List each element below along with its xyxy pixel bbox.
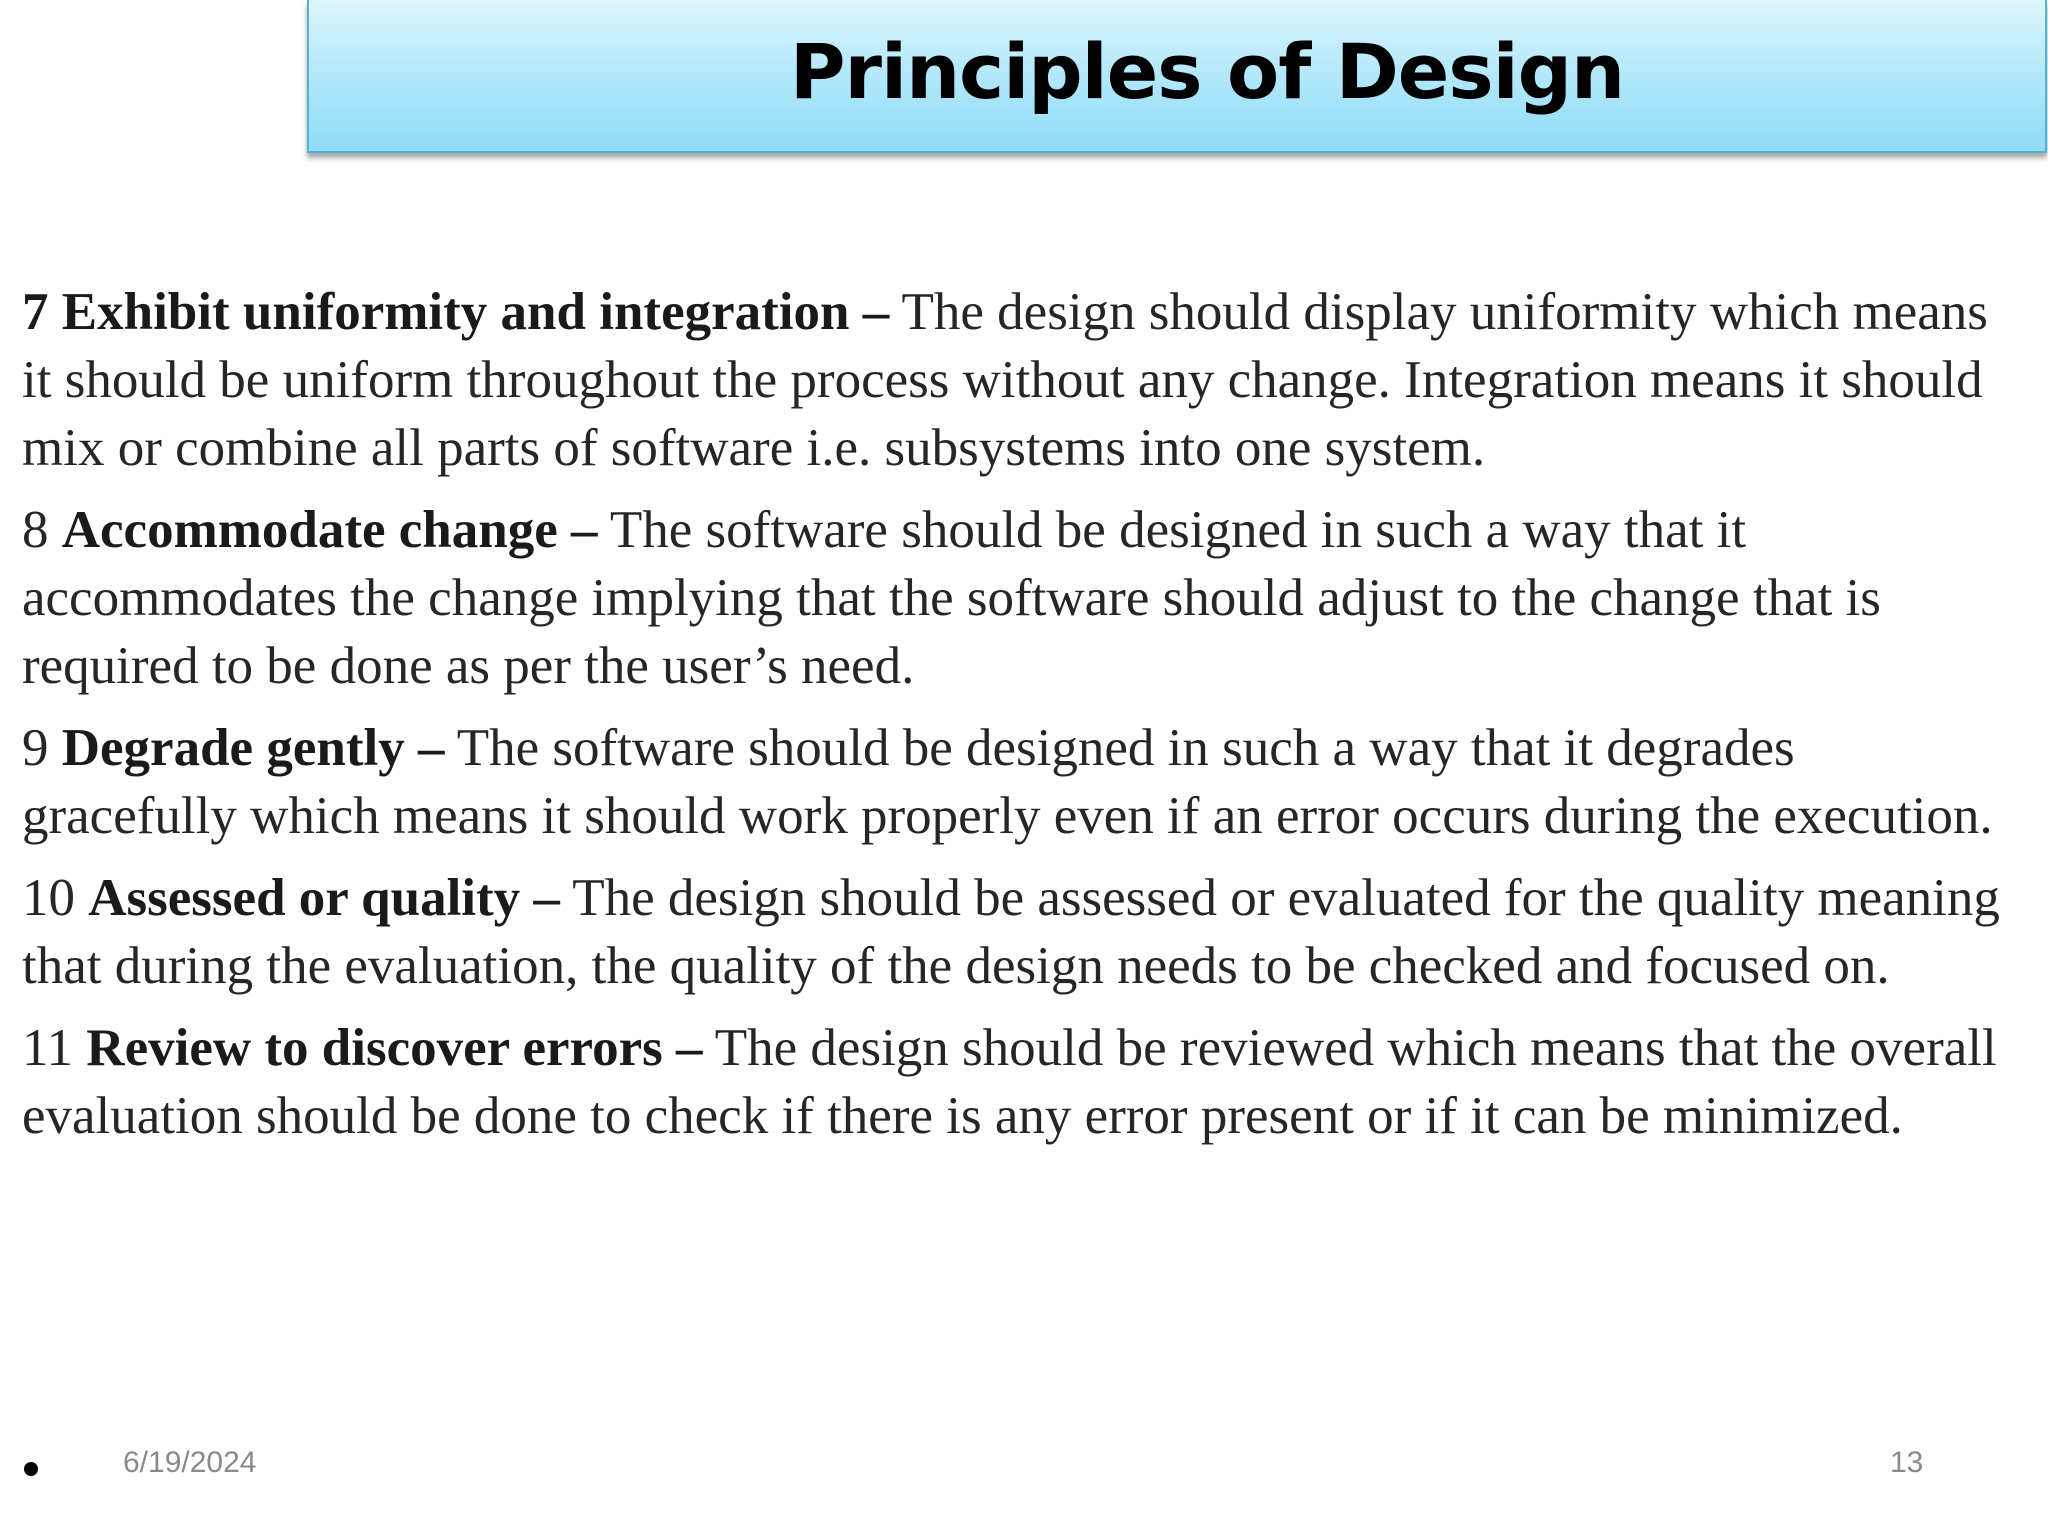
principle-item-9 [22, 714, 2022, 850]
principle-number: 7 [22, 283, 49, 341]
principle-heading: Degrade gently [61, 719, 405, 777]
principle-text: The design should display uniformity which means it should be uniform throughout the process without any change. Integration means it should mix or combine all parts of software i.e. subsystems into one system. [22, 283, 1988, 477]
principle-number: 8 [22, 501, 49, 559]
principle-number: 10 [22, 869, 75, 927]
principle-heading: Exhibit uniformity and integration [61, 283, 850, 341]
principle-item-7 [22, 278, 2022, 482]
principle-number: 11 [22, 1019, 74, 1077]
slide-page-number: 13 [1890, 1446, 1924, 1479]
principle-heading: Accommodate change [61, 501, 558, 559]
principle-heading: Assessed or quality [88, 869, 521, 927]
principle-dash: – [862, 283, 890, 341]
principle-dash: – [571, 501, 598, 559]
principle-item-8 [22, 496, 2022, 700]
principle-number: 9 [22, 719, 49, 777]
principle-item-10 [22, 864, 2022, 1000]
principle-text: The software should be designed in such a way that it degrades gracefully which means it should work properly even if an error occurs during the execution. [22, 719, 1993, 845]
slide-content [22, 278, 2022, 1164]
principle-item-11 [22, 1014, 2022, 1150]
slide-title: Principles of Design [789, 27, 1625, 116]
principle-text: The design should be assessed or evaluated for the quality meaning that during the evaluation, the quality of the design needs to be checked and focused on. [22, 869, 2000, 995]
principle-heading: Review to discover errors [86, 1019, 663, 1077]
principle-dash: – [417, 719, 445, 777]
footer-bullet-icon [24, 1462, 38, 1476]
principle-text: The design should be reviewed which means that the overall evaluation should be done to check if there is any error present or if it can be minimized. [22, 1019, 1997, 1145]
principle-text: The software should be designed in such a way that it accommodates the change implying that the software should adjust to the change that is required to be done as per the user’s need. [22, 501, 1881, 695]
principle-dash: – [533, 869, 560, 927]
slide-title-bar [307, 0, 2047, 153]
principle-dash: – [675, 1019, 703, 1077]
footer-date: 6/19/2024 [123, 1446, 257, 1479]
